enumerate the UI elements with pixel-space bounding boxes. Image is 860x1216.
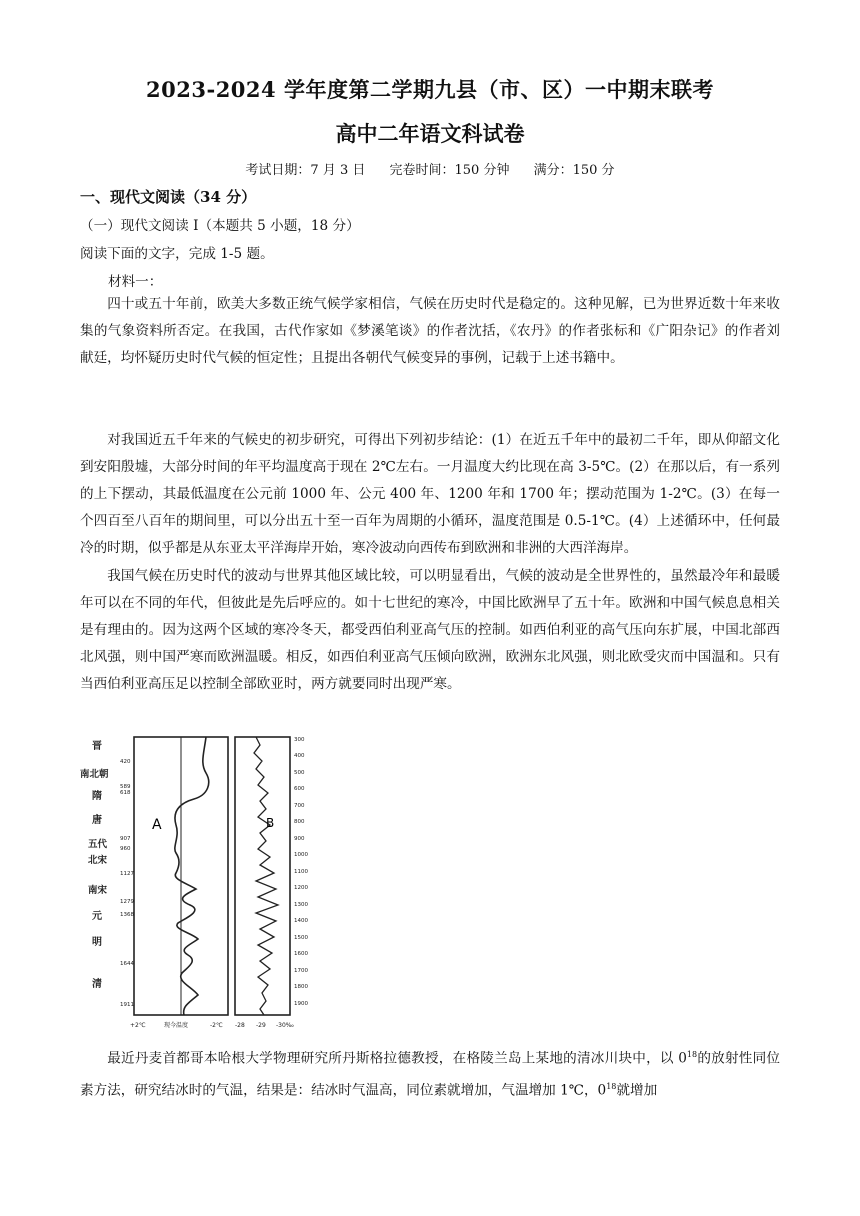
dynasty-label: 北宋 xyxy=(88,855,108,866)
climate-figure xyxy=(80,733,330,1033)
curve-label-b: B xyxy=(266,816,275,830)
svg-text:800: 800 xyxy=(294,819,305,825)
svg-text:1200: 1200 xyxy=(294,885,308,891)
svg-text:700: 700 xyxy=(294,803,305,809)
paragraph-3: 我国气候在历史时代的波动与世界其他区域比较，可以明显看出，气候的波动是全世界性的，虽然最冷年和最暖年可以在不同的年代，但彼此是先后呼应的。如十七世纪的寒冷，中国比欧洲早了五十年。欧洲和中国气候息息相关是有理由的。因为这两个区域的寒冷冬天，都受西伯利亚高气压的控制。如西伯利亚的高气压向东扩展，中国北部西北风强，则中国严寒而欧洲温暖。相反，如西伯利亚高气压倾向欧洲，欧洲东北风强，则北欧受灾而中国温和。只有当西伯利亚高压足以控制全部欧亚时，两方就要同时出现严寒。 xyxy=(80,568,780,692)
material-label: 材料一： xyxy=(108,274,163,290)
svg-text:1400: 1400 xyxy=(294,918,308,924)
svg-text:1127: 1127 xyxy=(120,871,134,877)
svg-text:1800: 1800 xyxy=(294,984,308,990)
svg-text:400: 400 xyxy=(294,753,305,759)
svg-text:1100: 1100 xyxy=(294,869,308,875)
svg-text:1000: 1000 xyxy=(294,852,308,858)
dynasty-label: 明 xyxy=(92,937,102,948)
dynasty-label: 唐 xyxy=(92,815,102,826)
svg-text:1900: 1900 xyxy=(294,1001,308,1007)
paragraph-2: 对我国近五千年来的气候史的初步研究，可得出下列初步结论：(1）在近五千年中的最初二千年，即从仰韶文化到安阳殷墟，大部分时间的年平均温度高于现在 2℃左右。一月温度大约比现在高 3-5℃。(2）在那以后，有一系列的上下摆动，其最低温度在公元前 1000 年、公元 400 年、1200 年和 1700 年；摆动范围为 1-2℃。(3）在每一个四百至八百年的期间里，可以分出五十至一百年为周期的小循环，温度范围是 0.5-1℃。(4）上述循环中，任何最冷的时期，似乎都是从东亚太平洋海岸开始，寒冷波动向西传布到欧洲和非洲的大西洋海岸。 xyxy=(80,432,780,556)
curve-a xyxy=(175,737,209,1015)
section-heading: 一、现代文阅读（34 分） xyxy=(80,188,257,206)
svg-text:600: 600 xyxy=(294,786,305,792)
svg-text:420: 420 xyxy=(120,759,131,765)
svg-text:1600: 1600 xyxy=(294,951,308,957)
exam-title: 2023-2024 学年度第二学期九县（市、区）一中期末联考 xyxy=(146,77,714,102)
curve-label-a: A xyxy=(152,817,162,833)
subsection-heading: （一）现代文阅读 I（本题共 5 小题，18 分） xyxy=(80,218,360,234)
svg-text:-2℃: -2℃ xyxy=(210,1022,223,1029)
svg-text:1300: 1300 xyxy=(294,902,308,908)
svg-text:-30‰: -30‰ xyxy=(276,1022,294,1029)
svg-text:-28: -28 xyxy=(235,1022,245,1029)
svg-text:900: 900 xyxy=(294,836,305,842)
curve-b xyxy=(254,737,278,1015)
paragraph-4: 最近丹麦首都哥本哈根大学物理研究所丹斯格拉德教授，在格陵兰岛上某地的清冰川块中，以 $0^{18}$的放射性同位素方法，研究结冰时的气温，结果是：结冰时气温高，同位素就增加，气温增加 1℃，$0^{18}$就增加 xyxy=(80,1050,780,1099)
svg-text:960: 960 xyxy=(120,846,131,852)
dynasty-label: 晋 xyxy=(92,741,102,752)
dynasty-label: 南宋 xyxy=(88,885,108,896)
dynasty-label: 元 xyxy=(92,911,102,922)
svg-text:-29: -29 xyxy=(256,1022,266,1029)
dynasty-label: 南北朝 xyxy=(80,769,109,780)
svg-text:300: 300 xyxy=(294,737,305,743)
svg-text:1700: 1700 xyxy=(294,968,308,974)
svg-text:500: 500 xyxy=(294,770,305,776)
exam-full-score: 满分：150 分 xyxy=(533,163,615,178)
exam-subtitle: 高中二年语文科试卷 xyxy=(335,121,525,146)
exam-info xyxy=(0,159,860,178)
svg-text:1500: 1500 xyxy=(294,935,308,941)
paragraph-1: 四十或五十年前，欧美大多数正统气候学家相信，气候在历史时代是稳定的。这种见解，已为世界近数十年来收集的气象资料所否定。在我国，古代作家如《梦溪笔谈》的作者沈括，《农丹》的作者张标和《广阳杂记》的作者刘献廷，均怀疑历史时代气候的恒定性；且提出各朝代气候变异的事例，记载于上述书籍中。 xyxy=(80,296,780,366)
svg-text:1368: 1368 xyxy=(120,912,134,918)
svg-text:1279: 1279 xyxy=(120,899,134,905)
exam-date: 考试日期：7 月 3 日 xyxy=(245,163,366,178)
svg-text:+2℃: +2℃ xyxy=(130,1022,146,1029)
instruction: 阅读下面的文字，完成 1-5 题。 xyxy=(80,246,274,262)
dynasty-label: 隋 xyxy=(92,791,102,802)
svg-text:现今温度: 现今温度 xyxy=(164,1022,189,1029)
svg-text:618: 618 xyxy=(120,790,131,796)
svg-text:589: 589 xyxy=(120,784,131,790)
dynasty-label: 清 xyxy=(92,979,102,990)
dynasty-label: 五代 xyxy=(88,839,108,850)
exam-duration: 完卷时间：150 分钟 xyxy=(389,163,510,178)
svg-text:1644: 1644 xyxy=(120,961,134,967)
svg-text:1911: 1911 xyxy=(120,1002,134,1008)
svg-text:907: 907 xyxy=(120,836,131,842)
